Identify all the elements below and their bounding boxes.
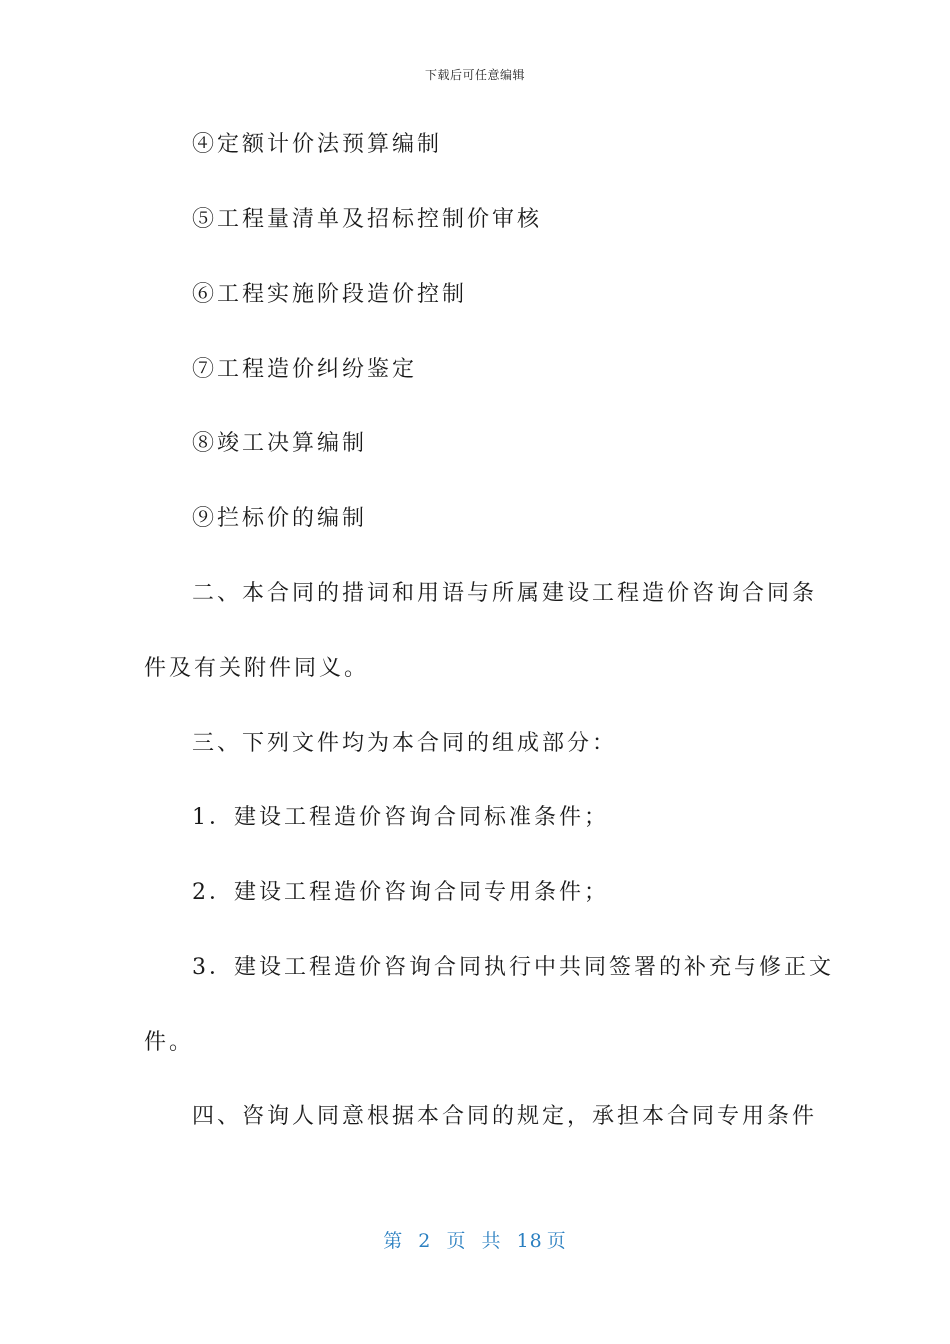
list-item: ⑧竣工决算编制	[192, 431, 368, 456]
paragraph-line: 二、本合同的措词和用语与所属建设工程造价咨询合同条	[192, 581, 818, 606]
footer-di: 第	[383, 1230, 404, 1252]
list-item: ⑥工程实施阶段造价控制	[192, 282, 468, 307]
current-page-number: 2	[418, 1230, 432, 1252]
paragraph-line: 3．建设工程造价咨询合同执行中共同签署的补充与修正文	[192, 955, 834, 980]
footer-gong: 共	[481, 1230, 502, 1252]
list-item: ⑨拦标价的编制	[192, 506, 368, 531]
paragraph-line: 2．建设工程造价咨询合同专用条件；	[192, 880, 609, 905]
paragraph-line: 件。	[144, 1030, 195, 1055]
paragraph-line: 件及有关附件同义。	[144, 656, 370, 681]
list-item: ⑦工程造价纠纷鉴定	[192, 357, 418, 382]
paragraph-line: 三、下列文件均为本合同的组成部分：	[192, 731, 618, 756]
total-pages-number: 18	[516, 1230, 543, 1252]
page-header: 下载后可任意编辑	[424, 68, 525, 82]
page-footer	[0, 1226, 950, 1253]
list-item: ④定额计价法预算编制	[192, 132, 443, 157]
footer-ye2: 页	[546, 1230, 567, 1252]
footer-ye: 页	[446, 1230, 467, 1252]
list-item: ⑤工程量清单及招标控制价审核	[192, 207, 543, 232]
paragraph-line: 四、咨询人同意根据本合同的规定，承担本合同专用条件	[192, 1104, 818, 1129]
paragraph-line: 1．建设工程造价咨询合同标准条件；	[192, 805, 609, 830]
